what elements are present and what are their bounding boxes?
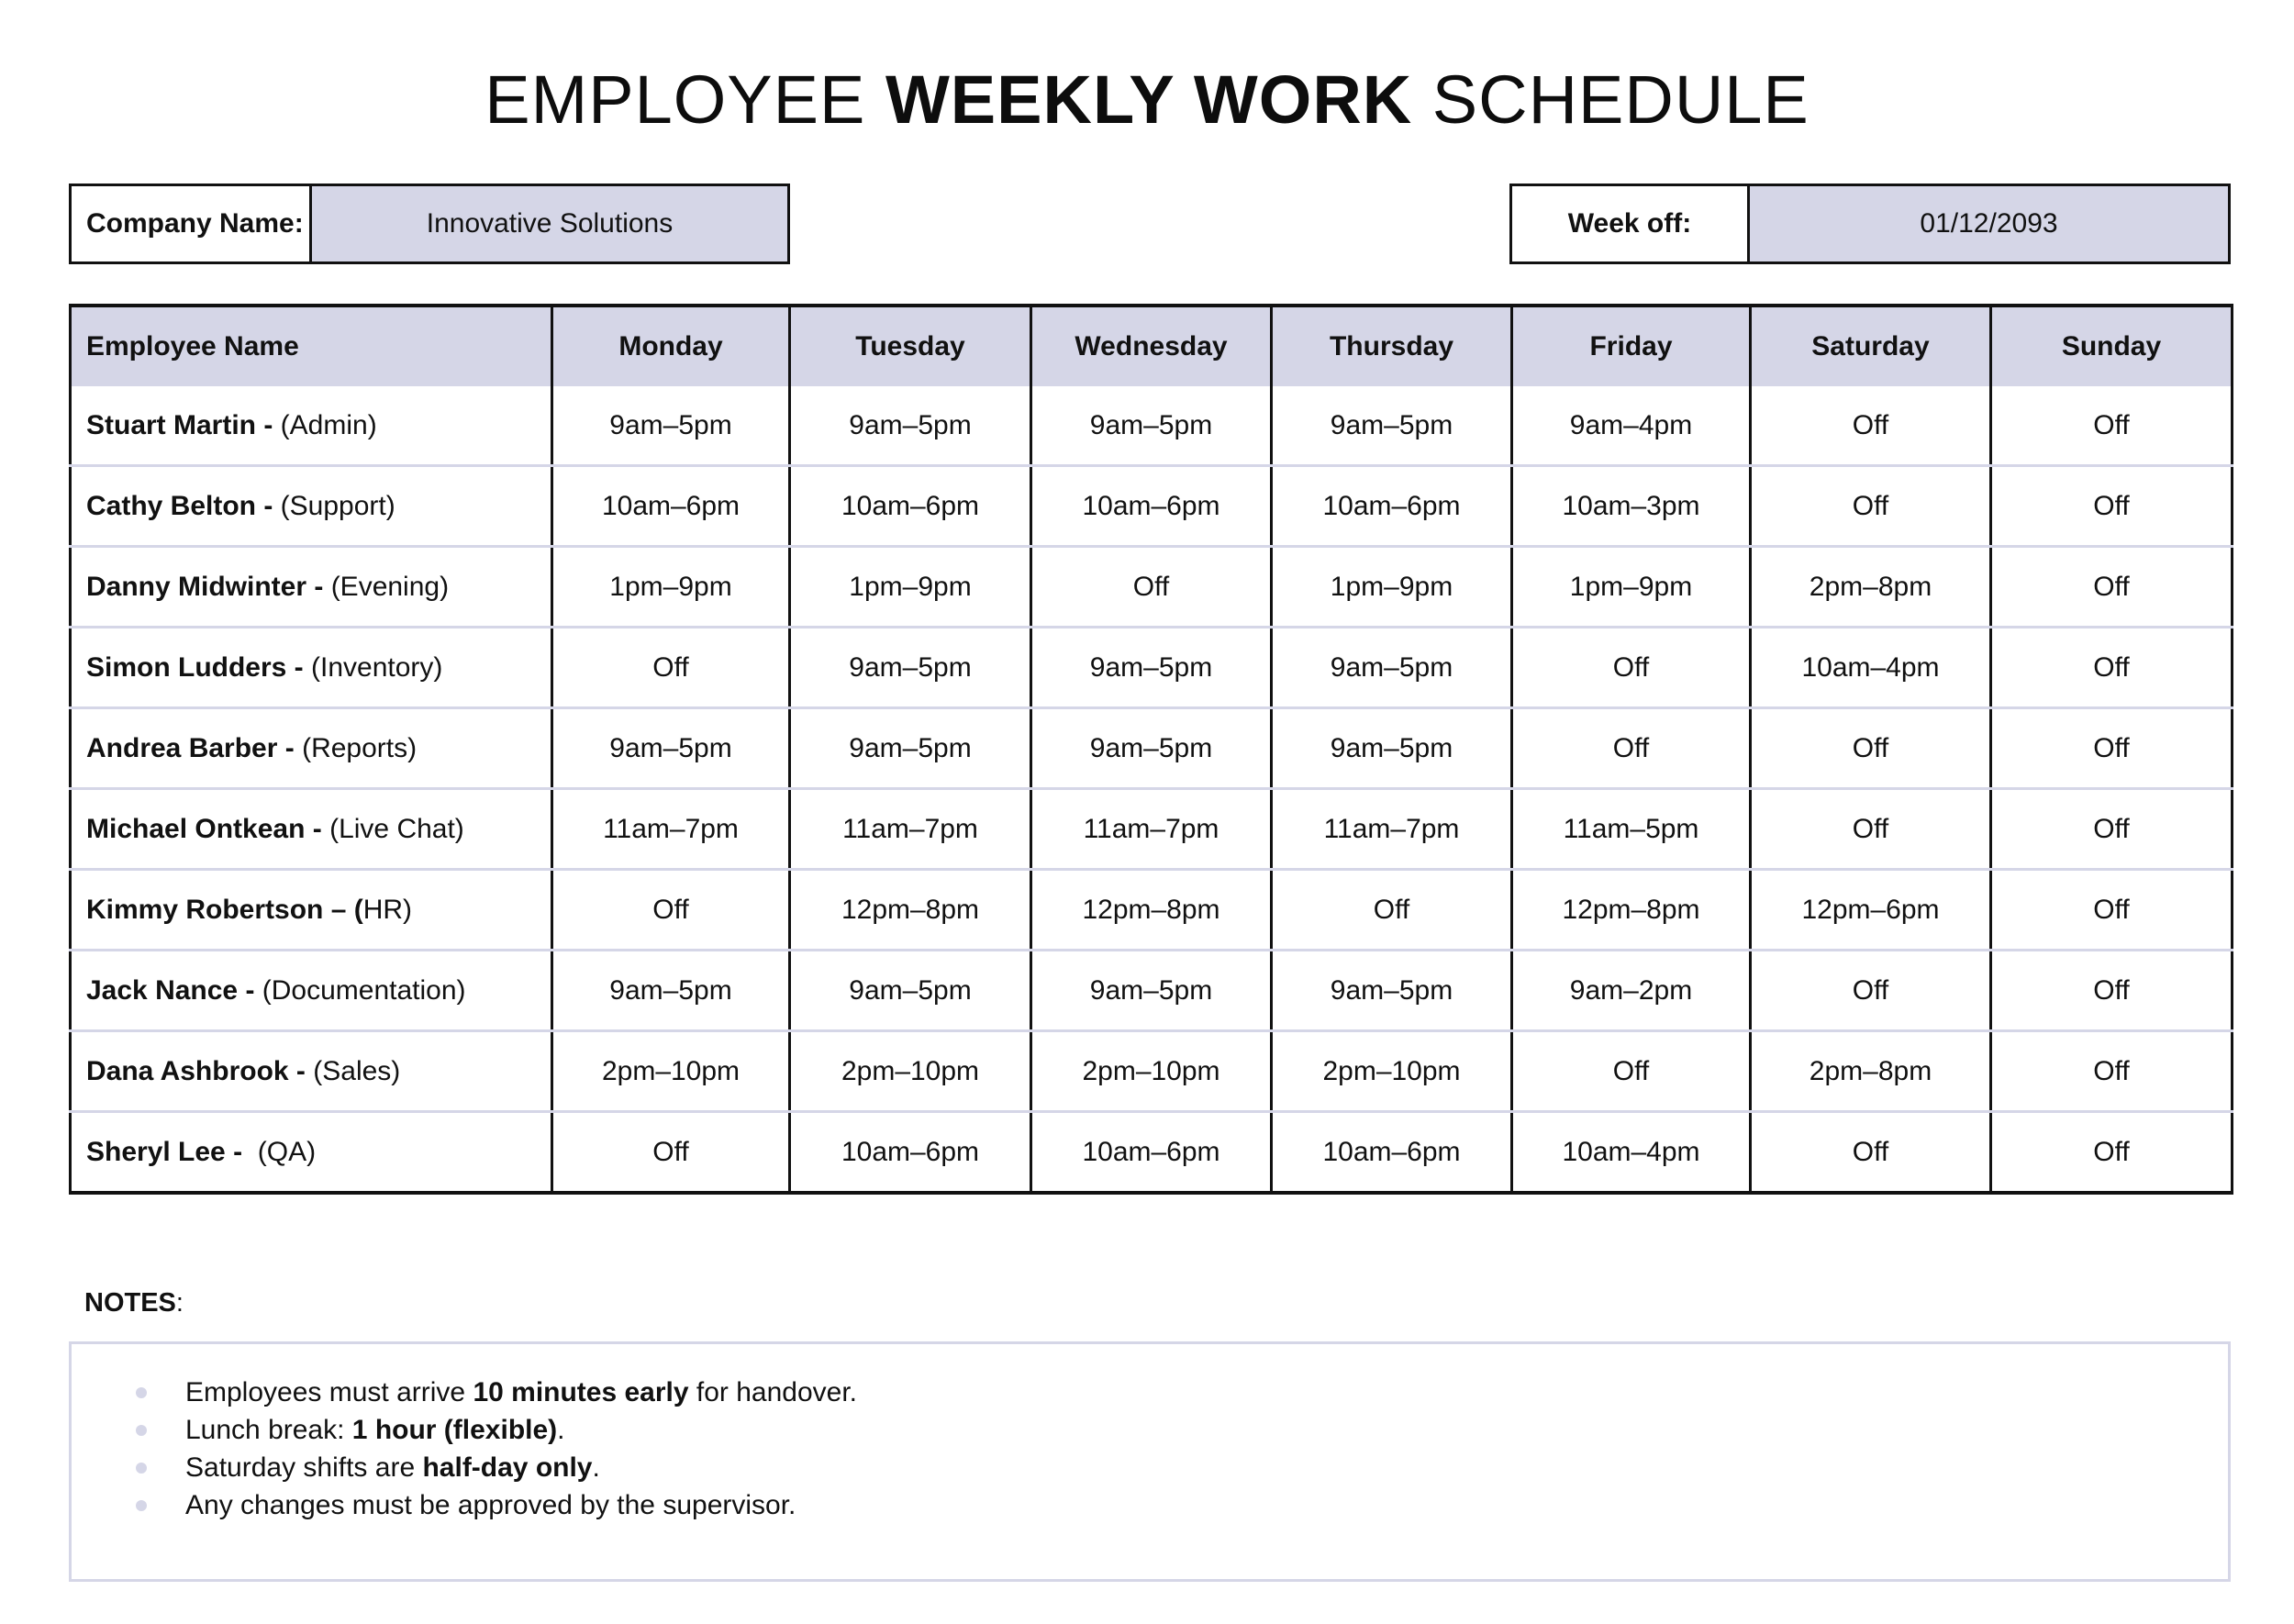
shift-cell-tuesday[interactable]: 12pm–8pm bbox=[790, 870, 1031, 951]
table-row bbox=[71, 951, 2233, 1031]
shift-cell-friday[interactable]: 12pm–8pm bbox=[1512, 870, 1751, 951]
employee-name-cell bbox=[71, 628, 552, 708]
shift-cell-friday[interactable]: Off bbox=[1512, 628, 1751, 708]
company-name-box bbox=[69, 184, 790, 264]
employee-name: Stuart Martin - bbox=[86, 409, 281, 440]
employee-name-cell bbox=[71, 386, 552, 466]
header-wednesday: Wednesday bbox=[1031, 306, 1272, 386]
shift-cell-monday[interactable]: 11am–7pm bbox=[552, 789, 790, 870]
shift-cell-monday[interactable]: 9am–5pm bbox=[552, 951, 790, 1031]
shift-cell-wednesday[interactable]: 9am–5pm bbox=[1031, 386, 1272, 466]
shift-cell-tuesday[interactable]: 10am–6pm bbox=[790, 466, 1031, 547]
shift-cell-saturday[interactable]: Off bbox=[1751, 1112, 1991, 1194]
employee-name: Dana Ashbrook - bbox=[86, 1055, 314, 1086]
employee-role: (Live Chat) bbox=[329, 813, 464, 844]
employee-name: Cathy Belton - bbox=[86, 490, 281, 521]
shift-cell-friday[interactable]: 1pm–9pm bbox=[1512, 547, 1751, 628]
shift-cell-sunday[interactable]: Off bbox=[1991, 466, 2233, 547]
employee-name-cell bbox=[71, 547, 552, 628]
shift-cell-wednesday[interactable]: 9am–5pm bbox=[1031, 708, 1272, 789]
table-header-row bbox=[71, 306, 2233, 386]
shift-cell-friday[interactable]: Off bbox=[1512, 708, 1751, 789]
shift-cell-saturday[interactable]: Off bbox=[1751, 466, 1991, 547]
header-saturday: Saturday bbox=[1751, 306, 1991, 386]
shift-cell-sunday[interactable]: Off bbox=[1991, 789, 2233, 870]
title-part-2: WEEKLY WORK bbox=[885, 61, 1413, 138]
company-name-label: Company Name: bbox=[72, 186, 312, 261]
shift-cell-tuesday[interactable]: 9am–5pm bbox=[790, 628, 1031, 708]
employee-name: Andrea Barber - bbox=[86, 732, 303, 763]
table-row bbox=[71, 547, 2233, 628]
employee-role: HR) bbox=[362, 894, 413, 925]
shift-cell-tuesday[interactable]: 9am–5pm bbox=[790, 708, 1031, 789]
table-row bbox=[71, 1112, 2233, 1194]
note-text-pre: Employees must arrive bbox=[185, 1377, 473, 1407]
shift-cell-saturday[interactable]: Off bbox=[1751, 789, 1991, 870]
shift-cell-tuesday[interactable]: 1pm–9pm bbox=[790, 547, 1031, 628]
employee-name: Michael Ontkean - bbox=[86, 813, 330, 844]
shift-cell-monday[interactable]: 9am–5pm bbox=[552, 386, 790, 466]
shift-cell-wednesday[interactable]: 10am–6pm bbox=[1031, 1112, 1272, 1194]
shift-cell-monday[interactable]: Off bbox=[552, 1112, 790, 1194]
table-row bbox=[71, 870, 2233, 951]
shift-cell-monday[interactable]: 10am–6pm bbox=[552, 466, 790, 547]
table-row bbox=[71, 466, 2233, 547]
note-text-bold: half-day only bbox=[422, 1452, 593, 1483]
shift-cell-saturday[interactable]: 2pm–8pm bbox=[1751, 1031, 1991, 1112]
employee-role: (Documentation) bbox=[262, 974, 466, 1006]
shift-cell-monday[interactable]: Off bbox=[552, 628, 790, 708]
shift-cell-tuesday[interactable]: 11am–7pm bbox=[790, 789, 1031, 870]
employee-name: Sheryl Lee - bbox=[86, 1136, 251, 1167]
header-sunday: Sunday bbox=[1991, 306, 2233, 386]
shift-cell-saturday[interactable]: Off bbox=[1751, 951, 1991, 1031]
note-text-post: . bbox=[557, 1415, 565, 1445]
shift-cell-saturday[interactable]: Off bbox=[1751, 386, 1991, 466]
employee-role: (QA) bbox=[250, 1136, 317, 1167]
bullet-icon bbox=[136, 1425, 147, 1436]
table-row bbox=[71, 1031, 2233, 1112]
shift-cell-thursday[interactable]: 9am–5pm bbox=[1272, 708, 1512, 789]
shift-cell-thursday[interactable]: 9am–5pm bbox=[1272, 951, 1512, 1031]
employee-name-cell bbox=[71, 789, 552, 870]
employee-role: (Support) bbox=[280, 490, 395, 521]
shift-cell-sunday[interactable]: Off bbox=[1991, 708, 2233, 789]
shift-cell-wednesday[interactable]: 10am–6pm bbox=[1031, 466, 1272, 547]
header-monday: Monday bbox=[552, 306, 790, 386]
shift-cell-wednesday[interactable]: Off bbox=[1031, 547, 1272, 628]
shift-cell-sunday[interactable]: Off bbox=[1991, 628, 2233, 708]
bullet-icon bbox=[136, 1500, 147, 1511]
employee-name-cell bbox=[71, 708, 552, 789]
week-off-label: Week off: bbox=[1512, 186, 1750, 261]
shift-cell-monday[interactable]: 1pm–9pm bbox=[552, 547, 790, 628]
header-employee-name: Employee Name bbox=[71, 306, 552, 386]
shift-cell-saturday[interactable]: 2pm–8pm bbox=[1751, 547, 1991, 628]
header-tuesday: Tuesday bbox=[790, 306, 1031, 386]
employee-name: Kimmy Robertson – ( bbox=[86, 894, 363, 925]
note-text-bold: 1 hour (flexible) bbox=[351, 1415, 558, 1445]
title-part-1: EMPLOYEE bbox=[484, 61, 885, 138]
shift-cell-wednesday[interactable]: 2pm–10pm bbox=[1031, 1031, 1272, 1112]
table-row bbox=[71, 708, 2233, 789]
note-text-post: . bbox=[592, 1452, 600, 1483]
shift-cell-thursday[interactable]: 9am–5pm bbox=[1272, 386, 1512, 466]
schedule-table bbox=[69, 304, 2233, 1195]
note-item bbox=[72, 1411, 857, 1449]
shift-cell-wednesday[interactable]: 12pm–8pm bbox=[1031, 870, 1272, 951]
employee-name-cell bbox=[71, 1112, 552, 1194]
shift-cell-thursday[interactable]: 10am–6pm bbox=[1272, 466, 1512, 547]
employee-name: Simon Ludders - bbox=[86, 651, 312, 683]
shift-cell-friday[interactable]: 11am–5pm bbox=[1512, 789, 1751, 870]
employee-role: (Reports) bbox=[302, 732, 418, 763]
page-title bbox=[0, 61, 2294, 138]
shift-cell-friday[interactable]: 10am–4pm bbox=[1512, 1112, 1751, 1194]
shift-cell-wednesday[interactable]: 9am–5pm bbox=[1031, 951, 1272, 1031]
notes-heading bbox=[84, 1288, 184, 1318]
employee-name-cell bbox=[71, 1031, 552, 1112]
week-off-field[interactable]: 01/12/2093 bbox=[1750, 186, 2228, 261]
shift-cell-monday[interactable]: 2pm–10pm bbox=[552, 1031, 790, 1112]
shift-cell-thursday[interactable]: 11am–7pm bbox=[1272, 789, 1512, 870]
shift-cell-wednesday[interactable]: 11am–7pm bbox=[1031, 789, 1272, 870]
shift-cell-saturday[interactable]: 10am–4pm bbox=[1751, 628, 1991, 708]
shift-cell-thursday[interactable]: Off bbox=[1272, 870, 1512, 951]
employee-name-cell bbox=[71, 870, 552, 951]
title-part-3: SCHEDULE bbox=[1412, 61, 1810, 138]
shift-cell-monday[interactable]: Off bbox=[552, 870, 790, 951]
employee-role: (Inventory) bbox=[311, 651, 443, 683]
note-text-pre: Lunch break: bbox=[185, 1415, 352, 1445]
bullet-icon bbox=[136, 1387, 147, 1398]
notes-heading-colon: : bbox=[175, 1288, 184, 1318]
shift-cell-tuesday[interactable]: 10am–6pm bbox=[790, 1112, 1031, 1194]
employee-role: (Sales) bbox=[313, 1055, 401, 1086]
shift-cell-tuesday[interactable]: 9am–5pm bbox=[790, 951, 1031, 1031]
note-text-pre: Any changes must be approved by the supervisor. bbox=[185, 1490, 796, 1520]
shift-cell-monday[interactable]: 9am–5pm bbox=[552, 708, 790, 789]
shift-cell-thursday[interactable]: 2pm–10pm bbox=[1272, 1031, 1512, 1112]
shift-cell-sunday[interactable]: Off bbox=[1991, 547, 2233, 628]
shift-cell-tuesday[interactable]: 2pm–10pm bbox=[790, 1031, 1031, 1112]
employee-role: (Admin) bbox=[280, 409, 377, 440]
shift-cell-thursday[interactable]: 10am–6pm bbox=[1272, 1112, 1512, 1194]
shift-cell-sunday[interactable]: Off bbox=[1991, 951, 2233, 1031]
shift-cell-thursday[interactable]: 9am–5pm bbox=[1272, 628, 1512, 708]
shift-cell-wednesday[interactable]: 9am–5pm bbox=[1031, 628, 1272, 708]
shift-cell-tuesday[interactable]: 9am–5pm bbox=[790, 386, 1031, 466]
table-row bbox=[71, 386, 2233, 466]
shift-cell-sunday[interactable]: Off bbox=[1991, 386, 2233, 466]
header-thursday: Thursday bbox=[1272, 306, 1512, 386]
notes-list bbox=[72, 1374, 857, 1524]
notes-box bbox=[69, 1341, 2231, 1582]
week-off-box bbox=[1509, 184, 2231, 264]
bullet-icon bbox=[136, 1463, 147, 1474]
shift-cell-friday[interactable]: Off bbox=[1512, 1031, 1751, 1112]
header-friday: Friday bbox=[1512, 306, 1751, 386]
note-text-post: for handover. bbox=[688, 1377, 858, 1407]
note-text-bold: 10 minutes early bbox=[473, 1377, 689, 1407]
note-item bbox=[72, 1374, 857, 1411]
employee-name: Jack Nance - bbox=[86, 974, 262, 1006]
table-row bbox=[71, 789, 2233, 870]
notes-heading-text: NOTES bbox=[84, 1288, 176, 1318]
employee-role: (Evening) bbox=[330, 571, 450, 602]
shift-cell-thursday[interactable]: 1pm–9pm bbox=[1272, 547, 1512, 628]
note-item bbox=[72, 1486, 857, 1524]
shift-cell-sunday[interactable]: Off bbox=[1991, 870, 2233, 951]
shift-cell-saturday[interactable]: Off bbox=[1751, 708, 1991, 789]
employee-name-cell bbox=[71, 951, 552, 1031]
note-item bbox=[72, 1449, 857, 1486]
employee-name: Danny Midwinter - bbox=[86, 571, 331, 602]
table-row bbox=[71, 628, 2233, 708]
shift-cell-sunday[interactable]: Off bbox=[1991, 1112, 2233, 1194]
note-text-pre: Saturday shifts are bbox=[185, 1452, 423, 1483]
shift-cell-friday[interactable]: 9am–4pm bbox=[1512, 386, 1751, 466]
shift-cell-friday[interactable]: 9am–2pm bbox=[1512, 951, 1751, 1031]
employee-name-cell bbox=[71, 466, 552, 547]
shift-cell-friday[interactable]: 10am–3pm bbox=[1512, 466, 1751, 547]
shift-cell-sunday[interactable]: Off bbox=[1991, 1031, 2233, 1112]
shift-cell-saturday[interactable]: 12pm–6pm bbox=[1751, 870, 1991, 951]
company-name-field[interactable]: Innovative Solutions bbox=[312, 186, 787, 261]
